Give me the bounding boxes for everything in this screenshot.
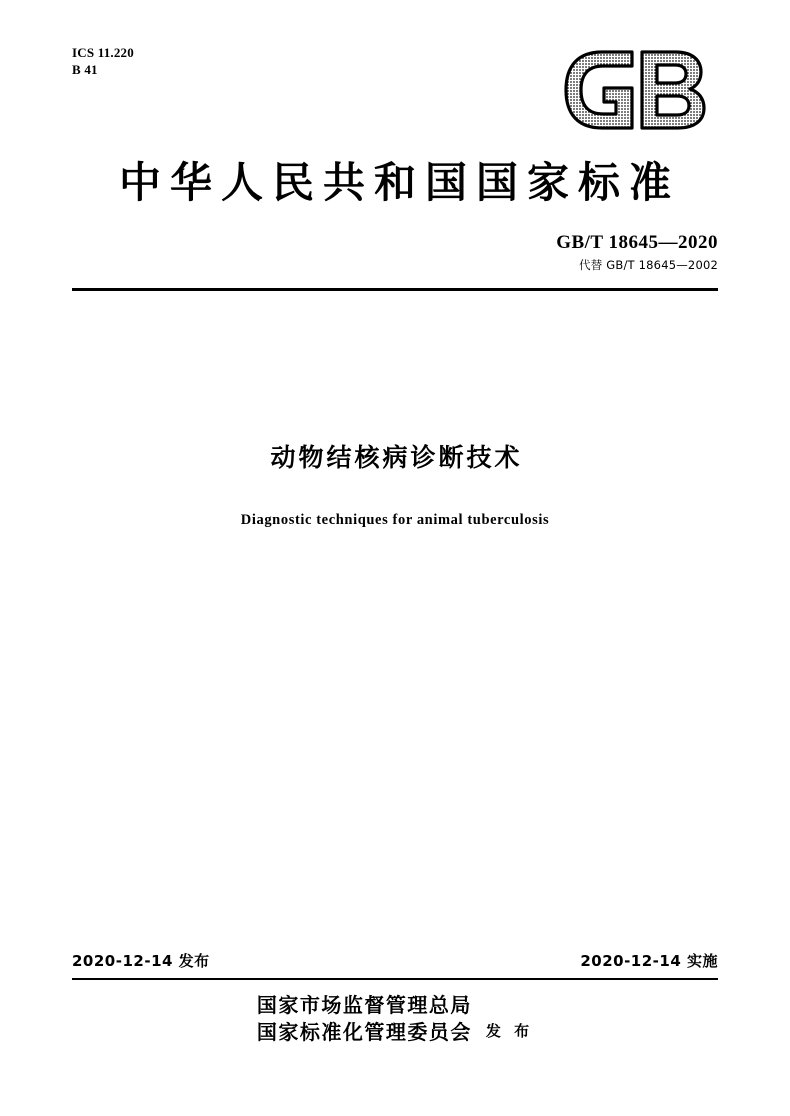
page-title: 中华人民共和国国家标准 bbox=[118, 158, 680, 207]
document-title-cn: 动物结核病诊断技术 bbox=[270, 443, 523, 472]
issue-date: 2020-12-14 发布 bbox=[72, 952, 210, 970]
standard-number-block bbox=[556, 232, 718, 273]
divider-bottom bbox=[72, 978, 718, 980]
document-title-en: Diagnostic techniques for animal tuberculosis bbox=[240, 512, 550, 528]
publisher-line-1: 国家市场监督管理总局 bbox=[256, 993, 472, 1017]
divider-top bbox=[72, 288, 718, 291]
publisher-block bbox=[0, 992, 790, 1046]
classification-code: B 41 bbox=[72, 62, 98, 78]
gb-logo-icon bbox=[558, 48, 718, 132]
standard-number: GB/T 18645—2020 bbox=[556, 232, 718, 253]
standard-replaces: 代替 GB/T 18645—2002 bbox=[579, 258, 718, 272]
implementation-date: 2020-12-14 实施 bbox=[580, 952, 718, 970]
publisher-names bbox=[257, 992, 472, 1046]
publisher-verb: 发 布 bbox=[485, 1021, 534, 1040]
ics-code: ICS 11.220 bbox=[72, 45, 134, 60]
publisher-line-2: 国家标准化管理委员会 bbox=[256, 1020, 472, 1044]
ics-block bbox=[72, 44, 134, 78]
